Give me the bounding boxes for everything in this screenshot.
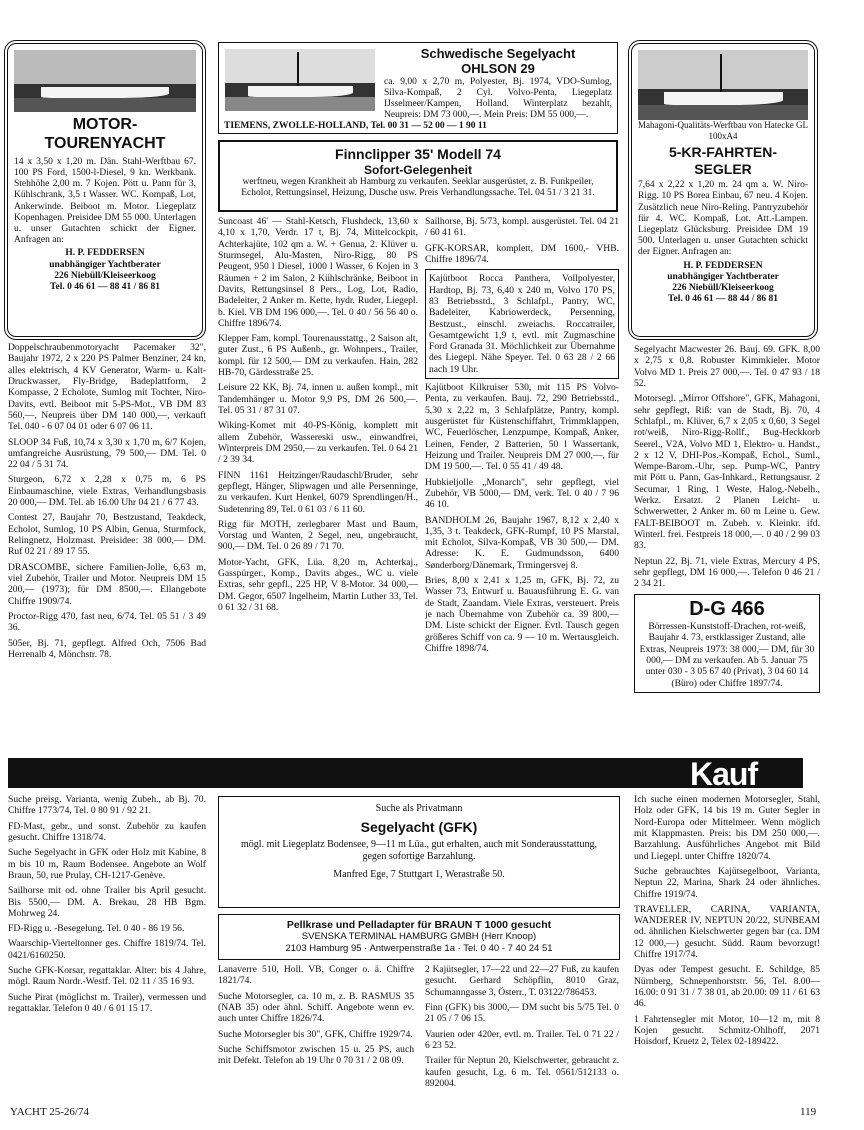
classified-ad: Wiking-Komet mit 40-PS-König, komplett mit allem Zubehör, Wassereski usw., einwandfrei, Winterpreis DM 2950,— zu verkaufen. Tel. 0 64 21 / 2 39 34. [218, 420, 418, 466]
ad-body: werftneu, wegen Krankheit ab Hamburg zu verkaufen. Seeklar ausgerüstet, z. B. Funkpeiler, Echolot, Rettungsinsel, Heizung, Dusche usw. Preis Verhandlungssache. Tel. 04 51 / 3 21 31. [241, 176, 595, 198]
ad-motor-tourenyacht [4, 40, 206, 340]
classified-ad: Sturgeon, 6,72 x 2,28 x 0,75 m, 6 PS Einbaumaschine, viele Extras, Verhandlungsbasis 20 000,— DM. Tel. ab 16.00 Uhr 04 21 / 6 77 43. [8, 474, 206, 509]
column-2 [218, 216, 418, 744]
ad-body: ca. 9,00 x 2,70 m, Polyester, Bj. 1974, VDO-Sumlog, Silva-Kompaß, 2 Cyl. Volvo-Penta, Liegeplatz IJsselmeer/Kampen, Holland. Winterplatz bezahlt, Neupreis: DM 73 000,—. Mein Preis: DM 55 000,—. [384, 76, 612, 121]
ad-title: MOTOR- [72, 116, 138, 133]
contact-name: H. P. FEDDERSEN [65, 248, 145, 259]
classified-list [218, 964, 414, 1067]
section-banner [8, 758, 803, 788]
classified-ad: Suche Schiffsmotor zwischen 15 u. 25 PS, auch mit Defekt. Telefon ab 19 Uhr 0 70 31 / 2 08 09. [218, 1043, 414, 1067]
contact-address: 226 Niebüll/Kleiseerkoog [672, 283, 774, 294]
ad-title: OHLSON 29 [461, 61, 535, 77]
ad-contact: TIEMENS, ZWOLLE-HOLLAND, Tel. 00 31 — 52 00 — 1 90 11 [224, 121, 487, 132]
classified-ad: Suche Segelyacht in GFK oder Holz mit Kabine, 8 m bis 10 m, Raum Bodensee. Angebote an Wolf Braun, 50, rue Prulay, CH-1217-Genève. [8, 847, 206, 881]
classified-ad: Finn (GFK) bis 3000,— DM sucht bis 5/75 Tel. 0 21 05 / 7 06 15. [425, 1001, 619, 1025]
classified-ad: Sailhorse, Bj. 5/73, kompl. ausgerüstet. Tel. 04 21 / 60 41 61. [425, 216, 619, 239]
photo-caption: Mahagoni-Qualitäts-Werftbau von Hatecke GL 100xA4 [638, 120, 808, 141]
ad-segelyacht-gfk [218, 796, 620, 908]
sailboat-photo [638, 50, 808, 120]
ad-dg466 [634, 594, 820, 693]
ad-title: 5-KR-FAHRTEN- [668, 144, 778, 161]
classified-ad: Lanaverre 510, Holl. VB, Conger o. ä. Chiffre 1821/74. [218, 964, 414, 987]
classified-ad: 505er, Bj. 71, gepflegt. Alfred Och, 7506 Bad Herrenalb 4, Mönchstr. 78. [8, 637, 206, 660]
ad-body: Börressen-Kunststoff-Drachen, rot-weiß, Baujahr 4. 73, erstklassiger Zustand, alle Extras, Neupreis 1973: 38 000,— DM, für 30 000,— DM zu verkaufen. Ab 5. Januar 75 unter 030 - 3 05 67 40 (Privat), 3 04 60 14 (Büro) oder Chiffre 1897/74. [639, 621, 815, 689]
classified-ad: SLOOP 34 Fuß, 10,74 x 3,30 x 1,70 m, 6/7 Kojen, umfangreiche Ausrüstung, 79 500,— DM. Tel. 0 22 04 / 5 31 74. [8, 436, 206, 471]
classified-ad: Suche GFK-Korsar, regattaklar. Alter: bis 4 Jahre, mögl. Raum Nordr.-Westf. Tel. 02 11 / 35 16 93. [8, 965, 206, 988]
ad-title: SEGLER [694, 160, 752, 177]
kauf-column-2 [218, 964, 414, 1106]
classified-ad: Bries, 8,00 x 2,41 x 1,25 m, GFK, Bj. 72, zu Wasser 73, Entwurf u. Bauausführung E. G. van de Stadt, Zaandam. Viele Extras, versteuert. Preis je nach Übernahme von Zubehör ca. 39 800,— DM. Liste schickt der Eigner. Evtl. Tausch gegen größeres Schiff von ca. 9 — 10 m. Wertausgleich. Chiffre 1898/74. [425, 575, 619, 654]
classified-ad: Dyas oder Tempest gesucht. E. Schildge, 85 Nürnberg, Schnepenhorststr. 56, Tel. 8.00—16.00: 0 91 31 / 7 38 01, ab 20.00: 09 11 / 61 63 46. [634, 964, 820, 1010]
ad-body: Kajütboot Rocca Panthera, Vollpolyester, Hardtop, Bj. 73, 6,40 x 240 m, Volvo 170 PS, 83 Betriebsstd., 3 Schlafpl., Pantry, WC, Badeleiter, Kabriowerdeck, Persenning, Bestzust., einschl. zweiachs. Roccatrailer, Gesamtgewicht 1,9 t, evtl. mit Zugmaschine Ford Granada 31. Möchlichkeit zur Übernahme des Liegepl. Nähe Speyer. Tel. 0 63 28 / 2 66 nach 19 Uhr. [429, 273, 615, 375]
ad-finnclipper [218, 140, 618, 212]
contact-phone: Tel. 0 46 61 — 88 44 / 86 81 [668, 294, 778, 305]
ad-title: Pellkrase und Pelladapter für BRAUN T 1000 gesucht [286, 919, 552, 931]
ad-company: SVENSKA TERMINAL HAMBURG GMBH (Herr Knoop) [301, 931, 537, 943]
classified-ad: Neptun 22, Bj. 71, viele Extras, Mercury 4 PS, sehr gepflegt, DM 16 000,—. Telefon 0 46 21 / 2 34 21. [634, 555, 820, 590]
ad-body: 14 x 3,50 x 1,20 m. Dän. Stahl-Werftbau 67. 100 PS Ford, 1500-l-Diesel, 9 kn. Werkbank. Stehhöhe 2,00 m. 7 Kojen. Pött u. Pann für 3, Kühlschrank, 3,5 t Wasser. WC. Kompaß, Lot, Ankerwinde. Beiboot m. Motor. Liegeplatz Kopenhagen. Preisidee DM 55 000. Unterlagen u. unser Gutachten schickt der Eigner. Anfragen an: [14, 156, 196, 246]
ad-title: Segelyacht (GFK) [360, 818, 478, 835]
classified-ad: Motorsegl. „Mirror Offshore", GFK, Mahagoni, sehr gepflegt, Riß: van de Stadt, Bj. 70, 4 Schlafpl., m. Klüver, 6,7 x 2,05 x 0,60, 3 Segel rot/weiß, Niro-Rigg-Rollf., Bug-Heckkorb Seerel., V2A, Volvo MD 1, Elektro- u. Handst., 2 x 12 V, DHI-Pos.-Kompaß, Echol., Suml., Wempe-Barom.-Uhr, sep. Pump-WC, Pantry mit Pött u. Pann, Gas-Inhkard., Rettungsausr. 2 Secumar, 1 Ring, 1 Weste, Halog.-Nebelh., Werkz. Ersatzt. 2 Planen Leicht- u. Schwerwetter, 2 Anker m. 60 m Leine u. Gew. FALT-BEIBOOT m. Zubeh. v. Kleinkr. ifd. Winterl. frei. Festpreis 18 000,—. 0 40 / 2 99 03 83. [634, 393, 820, 552]
classified-list [634, 794, 820, 1048]
column-3 [425, 216, 619, 744]
ad-pellkrase [218, 914, 620, 960]
classified-list [425, 964, 619, 1089]
classified-ad: Klepper Fam, kompl. Tourenausstattg., 2 Saison alt, guter Zust., 6 PS Außenb., gr. Wohnpers., Trailer, kompl. für 12 500,— DM zu verkaufen. Hain, 282 HB-70, Gärdesstraße 25. [218, 333, 418, 379]
classified-ad: Kajütboot Kilkruiser 530, mit 115 PS Volvo-Penta, zu verkaufen. Bauj. 72, 290 Betriebsstd., 5,30 x 2,22 m, 3 Schlafplätze, Pantry, kompl. ausgerüstet für Küstenschiffahrt, Trimmklappen, WC, Feuerlöscher, Lenzpumpe, Kompaß, Anker, Leinen, Fender, 2 Batterien, 50 l Wassertank, Heizung und Trailer. Neupreis DM 27 000,—, für DM 19 500,—. Tel. 0 55 41 / 49 48. [425, 382, 619, 473]
page-footer-left: YACHT 25-26/74 [10, 1106, 89, 1118]
ad-ohlson [218, 42, 618, 134]
classified-ad: Leisure 22 KK, Bj. 74, innen u. außen kompl., mit Tandemhänger u. Motor 9,9 PS, DM 26 500,—. Tel. 05 31 / 87 31 07. [218, 382, 418, 416]
classified-ad: BANDHOLM 26, Baujahr 1967, 8,12 x 2,40 x 1,35, 3 t. Teakdeck, GFK-Rumpf, 10 PS Marstal, mit Echolot, Silva-Kompaß, VB 30 500,— DM. Adresse: K. E. Gudmundsson, 6400 Sønderborg/Dänemark, Trmingersvej 8. [425, 514, 619, 571]
classified-ad: Rigg für MOTH, zerlegbarer Mast und Baum, Vorstag und Wanten, 2 Segel, neu, ungebraucht, 900,— DM. Tel. 0 26 89 / 71 70. [218, 518, 418, 553]
classified-ad: Vaurien oder 420er, evtl. m. Trailer. Tel. 0 71 22 / 6 23 52. [425, 1028, 619, 1051]
classified-ad: DRASCOMBE, sichere Familien-Jolle, 6,63 m, viel Zubehör, Trailer und Motor. Neupreis DM 15 200,— (1973); für DM 8500,—. Ellangebote Chiffre 1909/74. [8, 561, 206, 607]
classified-ad: Suche Pirat (möglichst m. Trailer), vermessen und regattaklar. Telefon 0 40 / 6 01 15 17. [8, 991, 206, 1014]
contact-address: 226 Niebüll/Kleiseerkoog [54, 270, 156, 281]
classified-list [425, 382, 619, 654]
classified-ad: GFK-KORSAR, komplett, DM 1600,- VHB. Chiffre 1896/74. [425, 242, 619, 265]
ad-address: 2103 Hamburg 95 · Antwerpenstraße 1a · Tel. 0 40 - 7 40 24 51 [285, 942, 553, 954]
classified-list [218, 216, 418, 613]
contact-role: unabhängiger Yachtberater [49, 259, 161, 270]
classified-ad: Proctor-Rigg 470, fast neu, 6/74. Tel. 05 51 / 3 49 36. [8, 610, 206, 634]
classified-list [8, 342, 206, 660]
classified-ad: Segelyacht Macwester 26. Bauj. 69. GFK. 8,00 x 2,75 x 0,8. Robuster Kimmkieler. Motor Volvo MD 1. Preis 27 000,—. Tel. 0 47 93 / 18 52. [634, 344, 820, 389]
column-4 [634, 344, 820, 744]
classified-ad: Waarschip-Vierteltonner ges. Chiffre 1819/74. Tel. 0421/6160250. [8, 938, 206, 961]
classified-list [425, 216, 619, 265]
contact-name: H. P. FEDDERSEN [683, 260, 763, 271]
yacht-photo [14, 50, 196, 112]
ad-rocca-panthera [425, 269, 619, 379]
classified-ad: FD-Mast, gebr., und sonst. Zubehör zu kaufen gesucht. Chiffre 1318/74. [8, 820, 206, 843]
ad-title: D-G 466 [689, 597, 765, 620]
classified-ad: Suncoast 46' — Stahl-Ketsch, Flushdeck, 13,60 x 4,10 x 1,70, Verdr. 17 t, Bj. 74, Mittelcockpit, Achterkajüte, 102 qm a. W. + Genua, 2. Klüver u. Sturmsegel, Alu-Masten, Niro-Rigg, 80 PS Peugeot, 950 l Diesel, 1000 l Wasser, 6 Kojen in 3 Räumen + 2 im Salon, 2 Kühlschränke, Beiboot in Davits, Rettungsinsel 8 Pers., Log, Lot, Radio, Badeleiter, 2 Anker m. Kette, hydr. Ruder, Liegepl. b. Kiel. VB DM 196 000,—. Tel. 0 40 / 56 56 40 o. Chiffre 1896/74. [218, 216, 418, 329]
kauf-column-1 [8, 794, 206, 1106]
ad-subtitle: Sofort-Gelegenheit [363, 162, 472, 177]
classified-ad: TRAVELLER, CARINA, VARIANTA, WANDERER IV, NEPTUN 20/22, SUNBEAM od. ähnlichen Kielschwerter gegen bar (ca. DM 12 000,—) gesucht. Südd. Raum bevorzugt! Chiffre 1917/74. [634, 903, 820, 961]
classified-ad: FD-Rigg u. -Besegelung. Tel. 0 40 - 86 19 56. [8, 923, 185, 935]
classified-ad: 2 Kajütsegler, 17—22 und 22—27 Fuß, zu kaufen gesucht. Gerhard Schöpflin, 8010 Graz, Schumanngasse 3, Österr., T. 03122/786453. [425, 964, 619, 998]
classified-ad: Hubkieljolle „Monarch", sehr gepflegt, viel Zubehör, VB 5000,— DM, verk. Tel. 0 40 / 7 96 46 10. [425, 476, 619, 511]
ad-title: Schwedische Segelyacht [420, 46, 576, 61]
sailboat-photo [225, 49, 375, 111]
classified-ad: 1 Fahrtensegler mit Motor, 10—12 m, mit 8 Kojen gesucht. Schmitz-Ohlhoff, 2071 Hoisdorf, Kruetz 2, Telex 02-189422. [634, 1013, 820, 1048]
classified-ad: Sailhorse mit od. ohne Trailer bis April gesucht. Bis 5500,— DM. A. Brekau, 28 HB Bgm. Mohrweg 24. [8, 885, 206, 919]
classified-ad: Suche gebrauchtes Kajütsegelboot, Varianta, Neptun 22, Marina, Shark 24 oder ähnliches. Chiffre 1919/74. [634, 865, 820, 900]
section-title: Kauf [690, 756, 758, 792]
kauf-column-4 [634, 794, 820, 1106]
classified-ad: FINN 1161 Heitzinger/Raudaschl/Bruder, sehr gepflegt, Hänger, Slipwagen und alle Persenninge, zu verkaufen. Kurt Henkel, 6079 Sprendlingen/H., Sudetenring 89, Tel. 0 61 03 / 6 11 60. [218, 469, 418, 515]
ad-title: Finnclipper 35' Modell 74 [335, 146, 501, 162]
classified-ad: Suche Motorsegler, ca. 10 m, z. B. RASMUS 35 (NAB 35) oder ähnl. Schiff. Angebote wenn ev. auch unter Chiffre 1826/74. [218, 990, 414, 1025]
contact-role: unabhängiger Yachtberater [667, 271, 779, 282]
classified-ad: Doppelschraubenmotoryacht Pacemaker 32", Baujahr 1972, 2 x 220 PS Palmer Benziner, 24 kn, alles elektrisch, 4 KV Generator, Warm- u. Kalt-Druckwasser, Fly-Bridge, Badeplattform, 2 Kompasse, 2 Echolote, Sumlog mit Tochter, Niro-Davits, evtl. Beiboot mit 5-PS-Mot., VB DM 83 560,—, Neupreis über DM 140 000,—, verkauft Tel. 040 - 6 07 04 01 oder 6 07 06 11. [8, 342, 206, 433]
classified-ad: Motor-Yacht, GFK, Lüa. 8,20 m, Achterkaj., Gasspürger., Komp., Davits abges., WC u. viele Extras, sehr gepfl., 225 HP, V 8-Motor. 34 000,— DM. Gegor, 6507 Ingelheim, Martin Luther 33, Tel. 0 61 32 / 31 68. [218, 556, 418, 613]
ad-title: TOURENYACHT [44, 134, 166, 152]
ad-body: mögl. mit Liegeplatz Bodensee, 9—11 m Lüa., gut erhalten, auch mit Sonderausstattung, gegen sofortige Barzahlung. [241, 839, 597, 863]
ad-contact: Manfred Ege, 7 Stuttgart 1, Werastraße 50. [333, 868, 505, 880]
ad-body: 7,64 x 2,22 x 1,20 m. 24 qm a. W. Niro-Rigg. 10 PS Borea Einbau, 67 neu. 4 Kojen. Zusätzlich neue Niro-Reling. Pantryzubehör für 4. WC. Kompaß, Lot. Att.-Lampen. Liegeplatz Glücksburg. Preisidee DM 19 500. Unterlagen u. unser Gutachten schickt der Eigner. Anfragen an: [638, 180, 808, 258]
contact-phone: Tel. 0 46 61 — 88 41 / 86 81 [50, 281, 160, 292]
column-1 [8, 342, 206, 744]
classified-ad: Suche preisg. Varianta, wenig Zubeh., ab Bj. 70. Chiffre 1773/74, Tel. 0 80 91 / 92 21. [8, 794, 206, 817]
classified-ad: Contest 27, Baujahr 70, Bestzustand, Teakdeck, Echolot, Sumlog, 10 PS Albin, Genua, Sturmfock, Relingnetz, Holzmast. Preisidee: 38 000,— DM. Ruf 02 21 / 89 17 55. [8, 512, 206, 558]
ad-intro: Suche als Privatmann [375, 803, 463, 814]
kauf-column-3 [425, 964, 619, 1106]
page-number: 119 [800, 1106, 817, 1118]
classified-list [8, 794, 206, 1014]
classified-ad: Suche Motorsegler bis 30", GFK, Chiffre 1929/74. [218, 1028, 413, 1040]
classified-list [634, 344, 820, 590]
classified-ad: Ich suche einen modernen Motorsegler, Stahl, Holz oder GFK, 14 bis 19 m. Guter Segler in Nord-Europa oder Mittelmeer. Wenn möglich mit Klappmasten. Preis: bis DM 250 000,—. Barzahlung. Ausführliches Angebot mit Bild und Liegepl. unter Chiffre 1820/74. [634, 794, 820, 862]
ad-5kr-fahrtensegler [628, 40, 818, 340]
classified-ad: Trailer für Neptun 20, Kielschwerter, gebraucht z. kaufen gesucht, Lg. 6 m. Tel. 0561/512133 o. 892004. [425, 1055, 619, 1089]
